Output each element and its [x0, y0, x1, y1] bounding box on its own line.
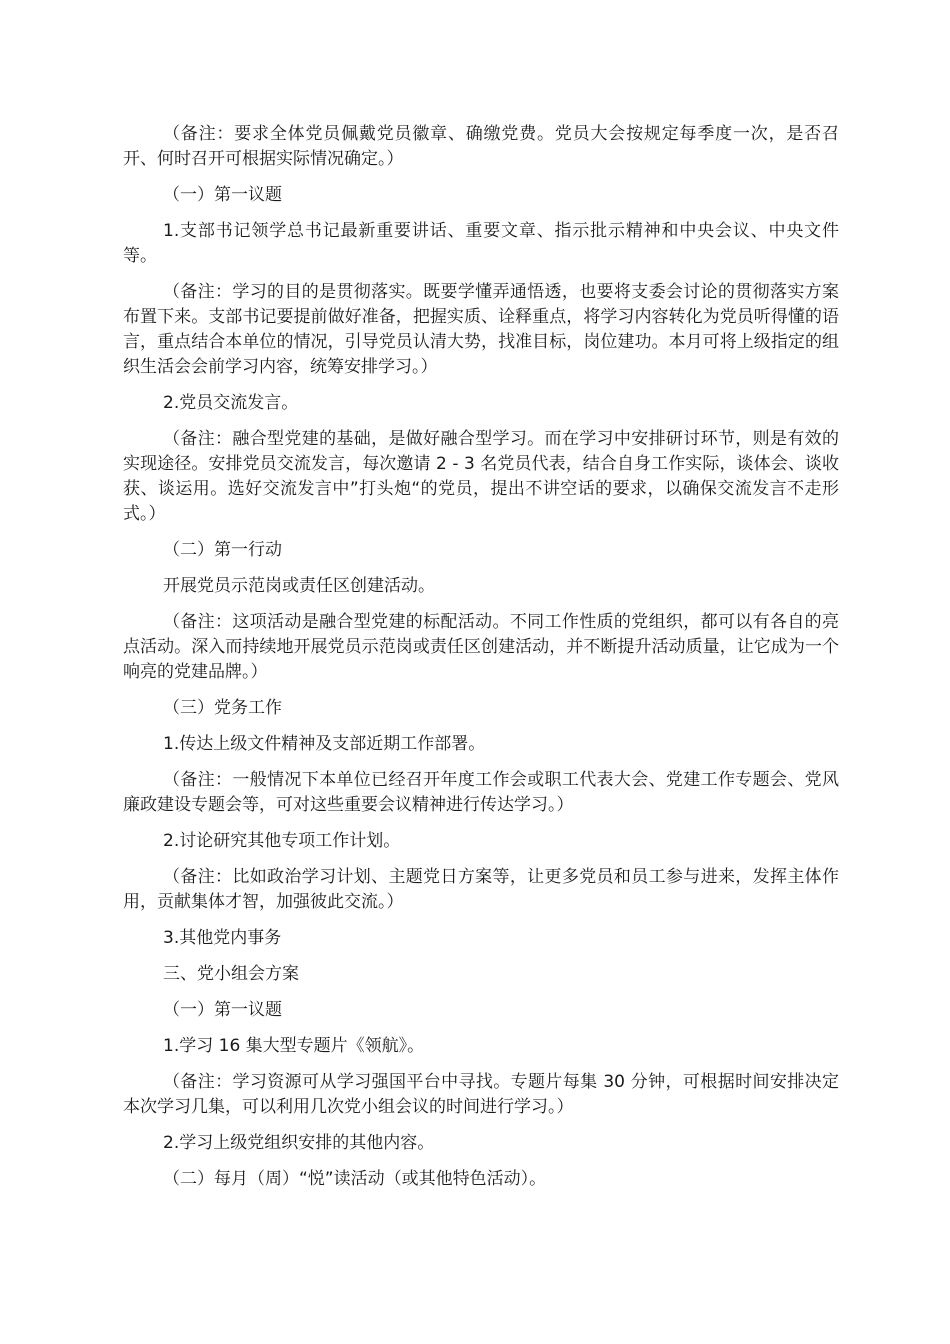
- note-party-congress: （备注：要求全体党员佩戴党员徽章、确缴党费。党员大会按规定每季度一次，是否召开、何时召开可根据实际情况确定。）: [123, 124, 839, 169]
- list-item-secretary-study: 1.支部书记领学总书记最新重要讲话、重要文章、指示批示精神和中央会议、中央文件等。: [123, 221, 839, 266]
- note-study-purpose: （备注：学习的目的是贯彻落实。既要学懂弄通悟透，也要将支委会讨论的贯彻落实方案布置下来。支部书记要提前做好准备，把握实质、诠释重点，将学习内容转化为党员听得懂的语言，重点结合本单位的情况，引导党员认清大势，找准目标，岗位建功。本月可将上级指定的组织生活会会前学习内容，统筹安排学习。）: [123, 282, 839, 377]
- note-integrated-learning: （备注：融合型党建的基础，是做好融合型学习。而在学习中安排研讨环节，则是有效的实现途径。安排党员交流发言，每次邀请 2 - 3 名党员代表，结合自身工作实际，谈体会、谈收获、谈运用。选好交流发言中”打头炮“的党员，提出不讲空话的要求，以确保交流发言不走形式。）: [123, 429, 839, 524]
- section-heading-party-affairs: （三）党务工作: [163, 698, 282, 718]
- section-heading-first-action: （二）第一行动: [163, 540, 282, 560]
- list-item-member-speech: 2.党员交流发言。: [163, 393, 299, 413]
- list-item-study-documentary: 1.学习 16 集大型专题片《领航》。: [163, 1036, 425, 1056]
- section-heading-first-topic: （一）第一议题: [163, 185, 282, 205]
- paragraph-model-post-activity: 开展党员示范岗或责任区创建活动。: [163, 576, 435, 596]
- note-convey-meetings: （备注：一般情况下本单位已经召开年度工作会或职工代表大会、党建工作专题会、党风廉政建设专题会等，可对这些重要会议精神进行传达学习。）: [123, 770, 839, 815]
- note-discuss-plans: （备注：比如政治学习计划、主题党日方案等，让更多党员和员工参与进来，发挥主体作用，贡献集体才智，加强彼此交流。）: [123, 867, 839, 912]
- section-heading-reading-activity: （二）每月（周）“悦”读活动（或其他特色活动）。: [163, 1169, 547, 1189]
- list-item-discuss-plans: 2.讨论研究其他专项工作计划。: [163, 831, 401, 851]
- list-item-other-content: 2.学习上级党组织安排的其他内容。: [163, 1133, 435, 1153]
- list-item-other-affairs: 3.其他党内事务: [163, 928, 282, 948]
- section-heading-group-first-topic: （一）第一议题: [163, 1000, 282, 1020]
- note-model-post-activity: （备注：这项活动是融合型党建的标配活动。不同工作性质的党组织，都可以有各自的亮点活动。深入而持续地开展党员示范岗或责任区创建活动，并不断提升活动质量，让它成为一个响亮的党建品牌。）: [123, 612, 839, 682]
- document-body: [123, 122, 839, 1203]
- section-heading-group-meeting: 三、党小组会方案: [163, 964, 299, 984]
- note-study-resources: （备注：学习资源可从学习强国平台中寻找。专题片每集 30 分钟，可根据时间安排决定本次学习几集，可以利用几次党小组会议的时间进行学习。）: [123, 1072, 839, 1117]
- list-item-convey-documents: 1.传达上级文件精神及支部近期工作部署。: [163, 734, 486, 754]
